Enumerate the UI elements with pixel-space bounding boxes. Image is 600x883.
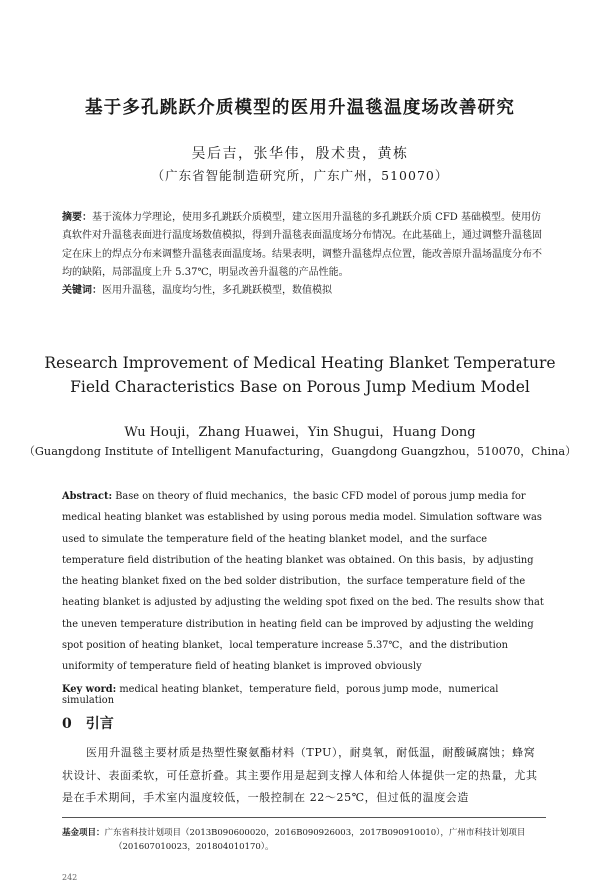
chinese-affiliation: （广东省智能制造研究所，广东广州，510070） [151, 168, 449, 183]
chinese-keywords-label: 关键词： [62, 285, 102, 297]
section-number: 0 [62, 716, 72, 732]
funding-footnote [62, 826, 546, 854]
english-title-line2: Field Characteristics Base on Porous Jump Medium Model [70, 378, 530, 396]
english-keywords-label: Key word: [62, 684, 117, 695]
footnote-line1: 广东省科技计划项目（2013B090600020，2016B090926003，2017B090910010），广州市科技计划项目 [104, 828, 526, 838]
english-abstract-text: Base on theory of fluid mechanics，the basic CFD model of porous jump media for medical heating blanket was established by using porous media model. Simulation software was used to simulate the temperature field of the heating blanket model，and the surface temperature field distribution of the heating blanket was obtained. On this basis，by adjusting the heating blanket fixed on the bed solder distribution，the surface temperature field of the heating blanket is adjusted by adjusting the welding spot fixed on the bed. The results show that the uneven temperature distribution in heating field can be improved by adjusting the welding spot position of heating blanket，local temperature increase 5.37℃，and the distribution uniformity of temperature field of heating blanket is improved obviously [62, 491, 544, 673]
footnote-line2: （201607010023，201804010170）。 [114, 842, 274, 852]
english-authors: Wu Houji，Zhang Huawei，Yin Shugui，Huang Dong [124, 425, 476, 440]
section-heading-introduction [62, 713, 114, 733]
chinese-abstract [62, 209, 546, 300]
english-keywords-text: medical heating blanket，temperature field，porous jump mode，numerical simulation [62, 684, 499, 706]
chinese-title: 基于多孔跳跃介质模型的医用升温毯温度场改善研究 [84, 98, 516, 118]
chinese-abstract-text: 基于流体力学理论，使用多孔跳跃介质模型，建立医用升温毯的多孔跳跃介质 CFD 基础模型。使用仿真软件对升温毯表面进行温度场数值模拟，得到升温毯表面温度场分布情况。在此基础上，通过调整升温毯固定在床上的焊点分布来调整升温毯表面温度场。结果表明，调整升温毯焊点位置，能改善原升温场温度分布不均的缺陷，局部温度上升 5.37℃，明显改善升温毯的产品性能。 [62, 212, 542, 278]
chinese-keywords-text: 医用升温毯，温度均匀性，多孔跳跃模型，数值模拟 [102, 285, 332, 297]
english-abstract [62, 486, 546, 678]
english-affiliation: （Guangdong Institute of Intelligent Manufacturing，Guangdong Guangzhou，510070，China） [23, 445, 577, 458]
english-keywords [62, 681, 546, 706]
english-abstract-label: Abstract: [62, 491, 113, 502]
english-title [0, 351, 600, 399]
chinese-authors: 吴后吉，张华伟，殷术贵，黄栋 [191, 146, 409, 162]
footnote-divider [62, 817, 546, 818]
page-number: 242 [62, 873, 78, 882]
footnote-label: 基金项目： [62, 828, 105, 838]
section-title: 引言 [85, 716, 114, 732]
chinese-abstract-label: 摘要： [62, 212, 92, 223]
introduction-paragraph: 医用升温毯主要材质是热塑性聚氨酯材料（TPU），耐臭氧，耐低温，耐酸碱腐蚀；蜂窝状设计、表面柔软，可任意折叠。其主要作用是起到支撑人体和给人体提供一定的热量，尤其是在手术期间，手术室内温度较低，一般控制在 22～25℃，但过低的温度会造 [62, 746, 538, 804]
english-title-line1: Research Improvement of Medical Heating Blanket Temperature [44, 354, 556, 372]
